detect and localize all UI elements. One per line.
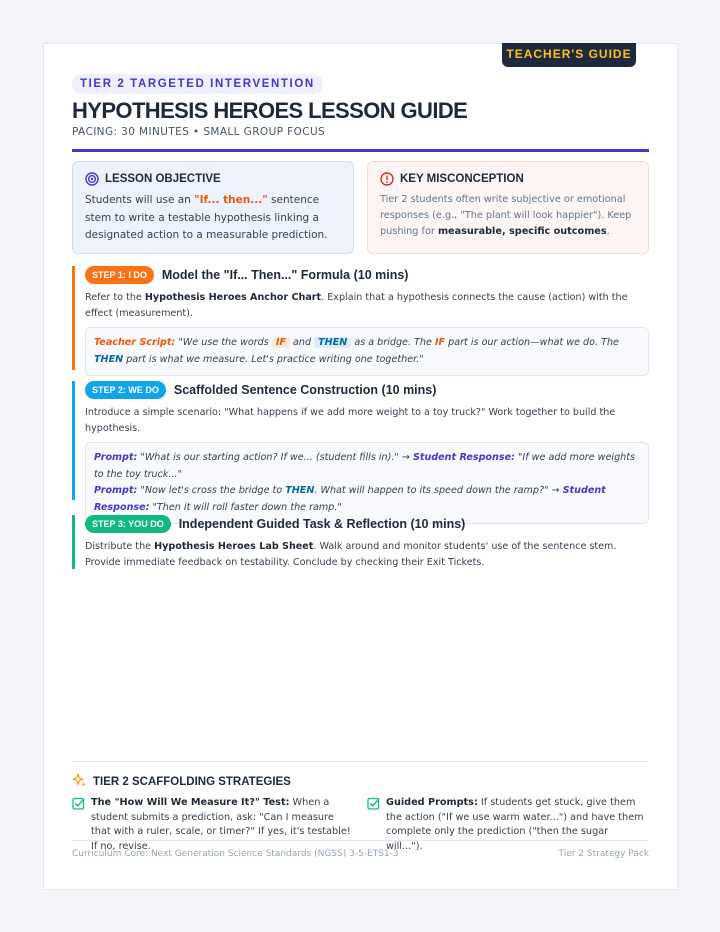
step-2-section xyxy=(72,381,649,513)
step-2-text: Introduce a simple scenario: "What happens if we add more weight to a toy truck?" Work together to build the hypothesis. xyxy=(85,407,616,434)
sparkles-icon xyxy=(72,773,87,791)
script-part-4: part is what we measure. Let's practice writing one together." xyxy=(123,353,424,365)
step-1-text-start: Refer to the xyxy=(85,292,145,303)
objective-text xyxy=(85,192,341,245)
anchor-chart-name: Hypothesis Heroes Anchor Chart xyxy=(144,292,322,303)
prompt-2 xyxy=(94,483,640,516)
step-3-text-start: Distribute the xyxy=(85,541,155,552)
footer-pack-name: Tier 2 Strategy Pack xyxy=(558,849,649,859)
prompt-1 xyxy=(94,450,640,483)
scaffolding-heading xyxy=(72,773,291,791)
check-square-icon xyxy=(367,797,380,810)
script-and: and xyxy=(289,337,315,348)
step-3-accent-bar xyxy=(72,515,75,569)
misconception-bold: measurable, specific outcomes xyxy=(437,226,607,237)
step-1-title: Model the "If... Then..." Formula (10 mins) xyxy=(161,268,409,282)
step-1-text xyxy=(85,290,649,321)
step-1-badge: STEP 1: I DO xyxy=(85,266,154,284)
step-2-badge: STEP 2: WE DO xyxy=(85,381,166,399)
step-3-section xyxy=(72,515,649,569)
teacher-script-box xyxy=(85,327,649,376)
objective-heading xyxy=(85,172,341,186)
page-title: HYPOTHESIS HEROES LESSON GUIDE xyxy=(72,98,468,123)
step-3-title: Independent Guided Task & Reflection (10 mins) xyxy=(178,517,466,531)
lesson-guide-page xyxy=(43,43,678,890)
if-chip: IF xyxy=(272,337,290,348)
prompt-1-text: "What is our starting action? If we... (student fills in)." → xyxy=(137,452,413,463)
scaffolding-heading-text: TIER 2 SCAFFOLDING STRATEGIES xyxy=(93,776,291,788)
page-footer xyxy=(72,840,649,859)
check-square-icon xyxy=(72,797,85,810)
objective-text-end: sentence stem to write a testable hypothesis linking a designated action to a measurable prediction. xyxy=(85,194,328,241)
header-rule xyxy=(72,149,649,152)
teachers-guide-tab: TEACHER'S GUIDE xyxy=(502,43,636,67)
script-part-2: as a bridge. The xyxy=(351,337,435,348)
pacing-subtitle: PACING: 30 MINUTES • SMALL GROUP FOCUS xyxy=(72,126,326,138)
misconception-heading xyxy=(380,172,636,186)
alert-circle-icon xyxy=(380,172,394,186)
misconception-text-start: Tier 2 students often write subjective or emotional responses (e.g., "The plant will look happier"). Keep pushing for xyxy=(380,194,632,237)
script-part-1: "We use the words xyxy=(175,337,272,348)
if-keyword: IF xyxy=(434,337,446,348)
step-1-text-end: . Explain that a hypothesis connects the cause (action) with the effect (measurement). xyxy=(85,292,628,319)
teacher-script-label: Teacher Script: xyxy=(94,337,176,348)
scaffolding-item-1-title: The "How Will We Measure It?" Test: xyxy=(91,797,290,808)
intervention-pill: TIER 2 TARGETED INTERVENTION xyxy=(72,74,323,94)
target-icon xyxy=(85,172,99,186)
step-3-text xyxy=(85,539,649,570)
then-keyword: THEN xyxy=(94,353,124,365)
key-misconception-card xyxy=(367,161,649,254)
prompt-2-then-keyword: THEN xyxy=(285,485,315,496)
step-3-badge: STEP 3: YOU DO xyxy=(85,515,171,533)
if-then-highlight: "If... then..." xyxy=(194,194,268,206)
step-3-text-end: . Walk around and monitor students' use of the sentence stem. Provide immediate feedback on testability. Conclude by checking their Exit Tickets. xyxy=(85,541,617,568)
scaffolding-item-2-body: If students get stuck, give them the action ("If we use warm water...") and have them complete only the prediction ("then the sugar will..."). xyxy=(386,797,644,852)
then-chip: THEN xyxy=(314,337,351,348)
prompt-2-text-start: "Now let's cross the bridge to xyxy=(137,485,286,496)
step-2-accent-bar xyxy=(72,381,75,500)
scaffolding-item-1-body: When a student submits a prediction, ask: "Can I measure that with a ruler, scale, or timer?" If yes, it's testable! If no, revise. xyxy=(91,797,351,852)
response-1-text: "If we add more weights to the toy truck..." xyxy=(94,452,636,480)
misconception-text-end: . xyxy=(606,226,610,237)
objective-heading-text: LESSON OBJECTIVE xyxy=(105,173,221,185)
script-part-3: part is our action—what we do. The xyxy=(445,337,619,348)
lab-sheet-name: Hypothesis Heroes Lab Sheet xyxy=(154,541,314,552)
response-2-label: Student Response: xyxy=(94,485,606,513)
prompt-1-label: Prompt: xyxy=(94,452,138,463)
misconception-text xyxy=(380,192,636,240)
step-1-section xyxy=(72,266,649,370)
scaffolding-divider xyxy=(72,761,649,762)
scaffolding-item-2-title: Guided Prompts: xyxy=(386,797,478,808)
footer-standards: Curriculum Core: Next Generation Science Standards (NGSS) 3-5-ETS1-3 xyxy=(72,849,399,859)
lesson-objective-card xyxy=(72,161,354,254)
prompt-2-label: Prompt: xyxy=(94,485,138,496)
misconception-heading-text: KEY MISCONCEPTION xyxy=(400,173,524,185)
step-2-title: Scaffolded Sentence Construction (10 mins) xyxy=(173,383,437,397)
prompt-2-text-end: . What will happen to its speed down the ramp?" → xyxy=(314,485,563,496)
response-1-label: Student Response: xyxy=(412,452,515,463)
response-2-text: "Then it will roll faster down the ramp." xyxy=(149,501,342,513)
prompt-box xyxy=(85,442,649,524)
objective-text-start: Students will use an xyxy=(85,194,195,206)
step-1-accent-bar xyxy=(72,266,75,370)
